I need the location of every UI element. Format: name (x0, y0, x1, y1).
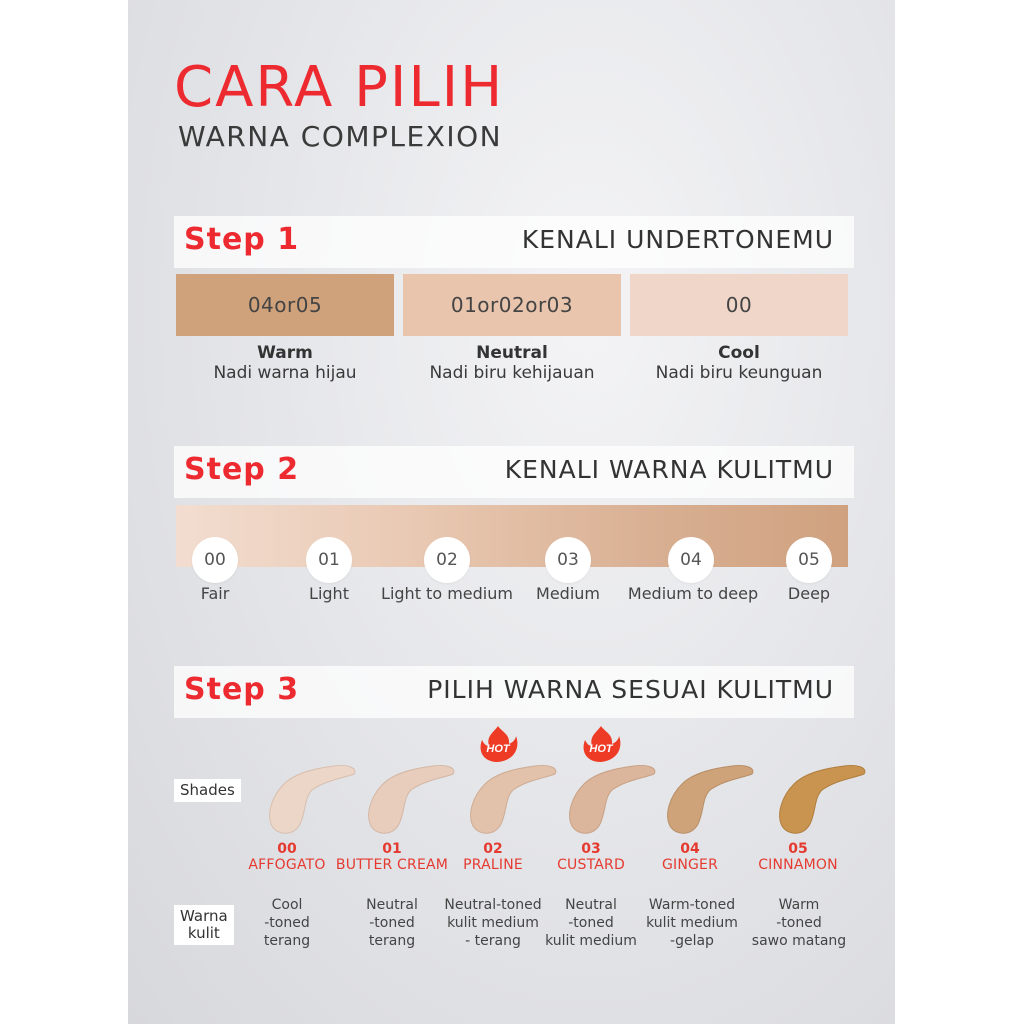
shade-04-swatch (662, 760, 758, 838)
skin-level-01-circle (306, 537, 352, 583)
shade-05-smear (780, 765, 865, 833)
shade-05-number: 05 (788, 841, 808, 857)
skin-level-00-label: Fair (200, 584, 230, 603)
undertone-neutral-caption (403, 343, 621, 383)
shade-04-smear (668, 765, 753, 833)
shade-00-number: 00 (277, 841, 297, 857)
step-1-title: KENALI UNDERTONEMU (521, 225, 834, 254)
shade-00-description (264, 896, 310, 950)
shade-00-swatch (264, 760, 360, 838)
shade-03-desc-line1: Neutral (565, 897, 617, 913)
shade-03-desc-line2: -toned (568, 915, 614, 931)
infographic-card (128, 0, 895, 1024)
undertone-cool-swatch (630, 274, 848, 336)
shade-02-smear (471, 765, 556, 833)
shade-04-desc-line2: kulit medium (646, 915, 738, 931)
skin-level-00-num: 00 (204, 550, 226, 570)
step-1-label: Step 1 (184, 222, 300, 257)
shade-03-smear (570, 765, 655, 833)
skin-level-05-label: Deep (787, 584, 831, 603)
undertone-cool-name: Cool (718, 343, 760, 363)
shade-02-desc-line2: kulit medium (447, 915, 539, 931)
shade-03-number: 03 (581, 841, 601, 857)
shade-00-smear (270, 765, 355, 833)
shade-00-desc-line2: -toned (264, 915, 310, 931)
shade-01-name: BUTTER CREAM (335, 857, 449, 873)
skin-level-05-circle (786, 537, 832, 583)
undertone-warm-caption (176, 343, 394, 383)
page-title: CARA PILIH (174, 55, 505, 120)
skin-level-03-circle (545, 537, 591, 583)
skin-level-04-circle (668, 537, 714, 583)
step-3-title: PILIH WARNA SESUAI KULITMU (427, 675, 834, 704)
undertone-neutral-name: Neutral (476, 343, 548, 363)
shade-05-swatch (774, 760, 870, 838)
shade-01-description (366, 896, 418, 950)
warna-kulit-line-1: Warna (180, 907, 228, 925)
skin-level-01-num: 01 (318, 550, 340, 570)
undertone-warm-name: Warm (257, 343, 313, 363)
shade-04-desc-line1: Warm-toned (648, 897, 736, 913)
shade-03-description (545, 896, 637, 950)
undertone-cool-desc: Nadi biru keunguan (655, 363, 823, 383)
shade-01-desc-line1: Neutral (366, 897, 418, 913)
step-2-header (174, 446, 854, 498)
undertone-neutral-desc: Nadi biru kehijauan (429, 363, 595, 383)
shade-05-description (752, 896, 846, 950)
shade-04-name: GINGER (661, 857, 719, 873)
skin-level-05-num: 05 (798, 550, 820, 570)
hot-badge-02 (476, 724, 520, 764)
step-2-title: KENALI WARNA KULITMU (504, 455, 834, 484)
undertone-cool-code: 00 (725, 293, 753, 317)
shade-01-smear (369, 765, 454, 833)
shade-02-number: 02 (483, 841, 503, 857)
shade-02-desc-line1: Neutral-toned (444, 897, 542, 913)
shade-03-name: CUSTARD (557, 857, 625, 873)
hot-badge-03-text: HOT (589, 743, 613, 755)
shade-00-desc-line1: Cool (271, 897, 303, 913)
shade-01-number: 01 (382, 841, 402, 857)
shade-02-desc-line3: - terang (465, 933, 521, 949)
skin-level-02-num: 02 (436, 550, 458, 570)
shade-01-desc-line2: -toned (369, 915, 415, 931)
skin-level-03-label: Medium (536, 584, 600, 603)
shade-02-description (444, 896, 541, 950)
warna-kulit-line-2: kulit (187, 924, 220, 942)
undertone-warm-code: 04or05 (247, 293, 323, 317)
step-3-label: Step 3 (184, 672, 300, 707)
shade-03-swatch (564, 760, 660, 838)
page-subtitle: WARNA COMPLEXION (178, 120, 503, 153)
skin-level-00-circle (192, 537, 238, 583)
skin-level-02-label: Light to medium (381, 584, 513, 603)
hot-badge-03 (579, 724, 623, 764)
shade-05-desc-line1: Warm (778, 897, 820, 913)
undertone-neutral-code: 01or02or03 (450, 293, 574, 317)
undertone-warm-swatch (176, 274, 394, 336)
skin-tone-gradient-bar (176, 505, 848, 567)
undertone-neutral-swatch (403, 274, 621, 336)
shade-00-name: AFFOGATO (248, 857, 326, 873)
shade-00-desc-line3: terang (263, 933, 311, 949)
shade-02-swatch (465, 760, 561, 838)
shade-04-description (646, 896, 738, 950)
shade-02-name: PRALINE (463, 857, 523, 873)
skin-level-03-num: 03 (557, 550, 579, 570)
undertone-warm-desc: Nadi warna hijau (213, 363, 357, 383)
shade-05-desc-line2: -toned (776, 915, 822, 931)
skin-level-04-label: Medium to deep (627, 584, 759, 603)
shade-05-desc-line3: sawo matang (751, 933, 847, 949)
warna-kulit-row-tag (174, 905, 234, 945)
step-1-header (174, 216, 854, 268)
shade-04-number: 04 (680, 841, 700, 857)
undertone-cool-caption (630, 343, 848, 383)
skin-level-02-circle (424, 537, 470, 583)
shade-03-desc-line3: kulit medium (545, 933, 637, 949)
skin-level-01-label: Light (309, 584, 349, 603)
shade-05-name: CINNAMON (758, 857, 838, 873)
shades-row-tag: Shades (174, 779, 241, 802)
hot-badge-02-text: HOT (486, 743, 510, 755)
step-3-header (174, 666, 854, 718)
shade-01-desc-line3: terang (368, 933, 416, 949)
shade-04-desc-line3: -gelap (670, 933, 714, 949)
step-2-label: Step 2 (184, 452, 300, 487)
shade-01-swatch (363, 760, 459, 838)
skin-level-04-num: 04 (680, 550, 702, 570)
